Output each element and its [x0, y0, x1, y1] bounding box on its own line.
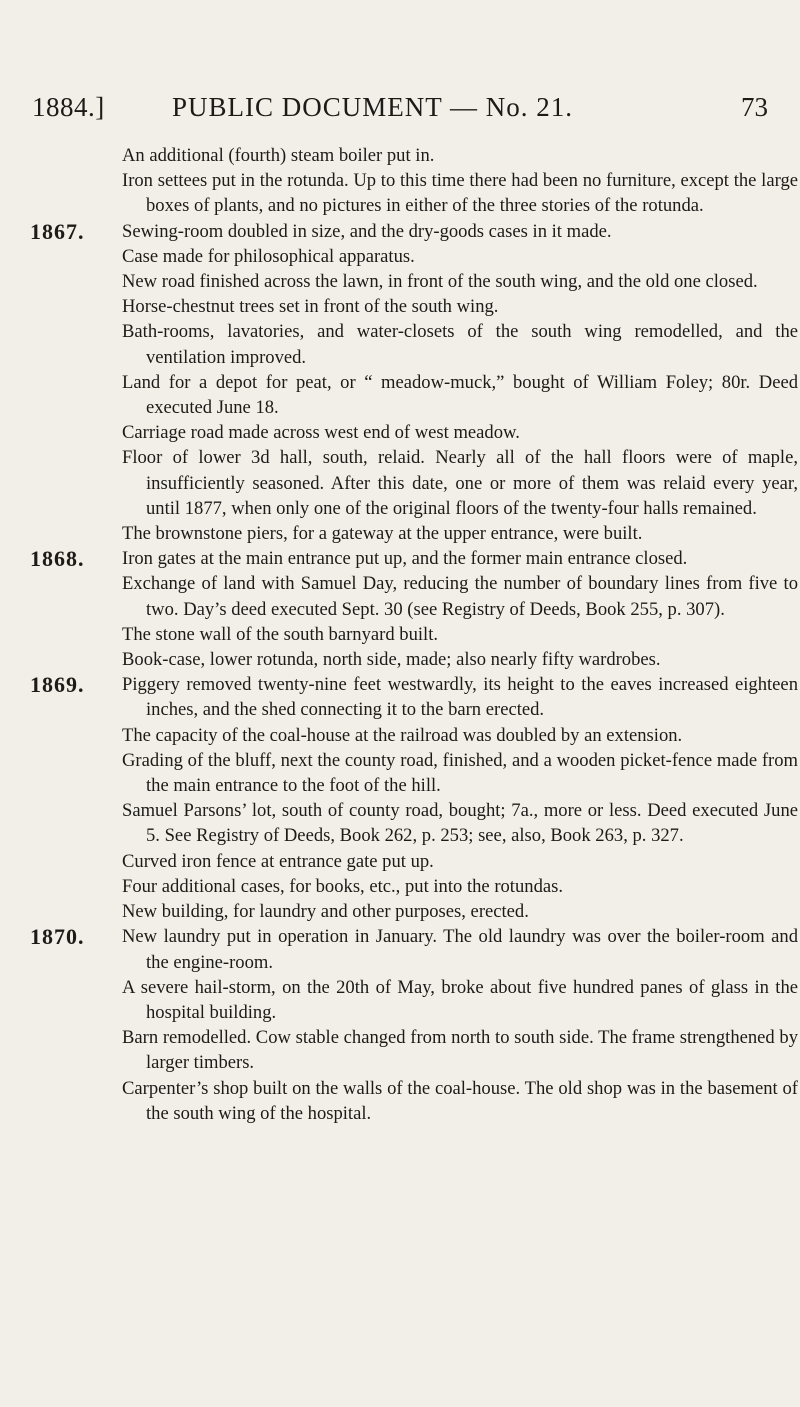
entry-paragraph: The stone wall of the south barnyard built.: [122, 623, 439, 645]
entry-paragraph: Horse-chestnut trees set in front of the south wing.: [122, 296, 499, 318]
entry-paragraph: Carriage road made across west end of west meadow.: [122, 422, 520, 444]
entry-paragraph: Book-case, lower rotunda, north side, made; also nearly fifty wardrobes.: [122, 649, 661, 671]
entry-paragraph: Land for a depot for peat, or “ meadow-muck,” bought of William Foley; 80r. Deed executed June 18.: [122, 371, 798, 419]
year-label: 1867.: [30, 218, 85, 244]
entry-paragraph: Bath-rooms, lavatories, and water-closets of the south wing remodelled, and the ventilation improved.: [122, 321, 798, 368]
entry-paragraph: New building, for laundry and other purposes, erected.: [122, 901, 529, 923]
entry-paragraph: Case made for philosophical apparatus.: [122, 245, 415, 267]
entry-paragraph: Iron settees put in the rotunda. Up to this time there had been no furniture, except the large boxes of plants, and no pictures in either of the three stories of the rotunda.: [122, 170, 798, 217]
year-section: [0, 546, 800, 672]
entry-paragraph: Floor of lower 3d hall, south, relaid. Nearly all of the hall floors were of maple, insufficiently seasoned. After this date, one or more of them was relaid every year, until 1877, when only one of the original floors of the twenty-four halls remained.: [122, 447, 798, 519]
year-label: 1870.: [30, 924, 85, 950]
year-label: 1869.: [30, 672, 85, 698]
entry-paragraph: An additional (fourth) steam boiler put in.: [122, 145, 435, 166]
entry-paragraph: New road finished across the lawn, in front of the south wing, and the old one closed.: [122, 271, 758, 293]
entry-paragraph: Barn remodelled. Cow stable changed from north to south side. The frame strengthened by larger timbers.: [122, 1027, 798, 1074]
entry-paragraph: Exchange of land with Samuel Day, reducing the number of boundary lines from five to two. Day’s deed executed Sept. 30 (see Registry of Deeds, Book 255, p. 307).: [122, 573, 798, 620]
entry-paragraph: Grading of the bluff, next the county road, finished, and a wooden picket-fence made from the main entrance to the foot of the hill.: [122, 749, 798, 797]
entry-paragraph: Curved iron fence at entrance gate put up.: [122, 850, 434, 872]
entry-paragraph: New laundry put in operation in January. The old laundry was over the boiler-room and the engine-room.: [122, 926, 798, 973]
year-section: [0, 924, 800, 1126]
running-header: [32, 92, 772, 132]
page-number: 73: [741, 92, 768, 122]
entry-paragraph: Four additional cases, for books, etc., put into the rotundas.: [122, 875, 564, 897]
year-section: [0, 219, 800, 547]
entry-paragraph: Piggery removed twenty-nine feet westwardly, its height to the eaves increased eighteen inches, and the shed connecting it to the barn erected.: [122, 674, 798, 721]
year-section: [0, 143, 800, 219]
entry-paragraph: The brownstone piers, for a gateway at the upper entrance, were built.: [122, 523, 643, 545]
year-label: 1868.: [30, 546, 85, 572]
header-title: PUBLIC DOCUMENT — No. 21.: [172, 92, 574, 122]
entry-paragraph: Sewing-room doubled in size, and the dry-goods cases in it made.: [122, 220, 612, 242]
year-section: [0, 672, 800, 924]
entry-paragraph: Samuel Parsons’ lot, south of county road, bought; 7a., more or less. Deed executed June 5. See Registry of Deeds, Book 262, p. 253; see, also, Book 263, p. 327.: [122, 800, 798, 847]
header-year: 1884.]: [32, 92, 105, 122]
entry-paragraph: Carpenter’s shop built on the walls of the coal-house. The old shop was in the basement of the south wing of the hospital.: [122, 1077, 798, 1124]
entry-paragraph: A severe hail-storm, on the 20th of May, broke about five hundred panes of glass in the hospital building.: [122, 976, 798, 1023]
document-body: [0, 143, 800, 1126]
entry-paragraph: The capacity of the coal-house at the railroad was doubled by an extension.: [122, 724, 683, 746]
entry-paragraph: Iron gates at the main entrance put up, and the former main entrance closed.: [122, 548, 688, 570]
